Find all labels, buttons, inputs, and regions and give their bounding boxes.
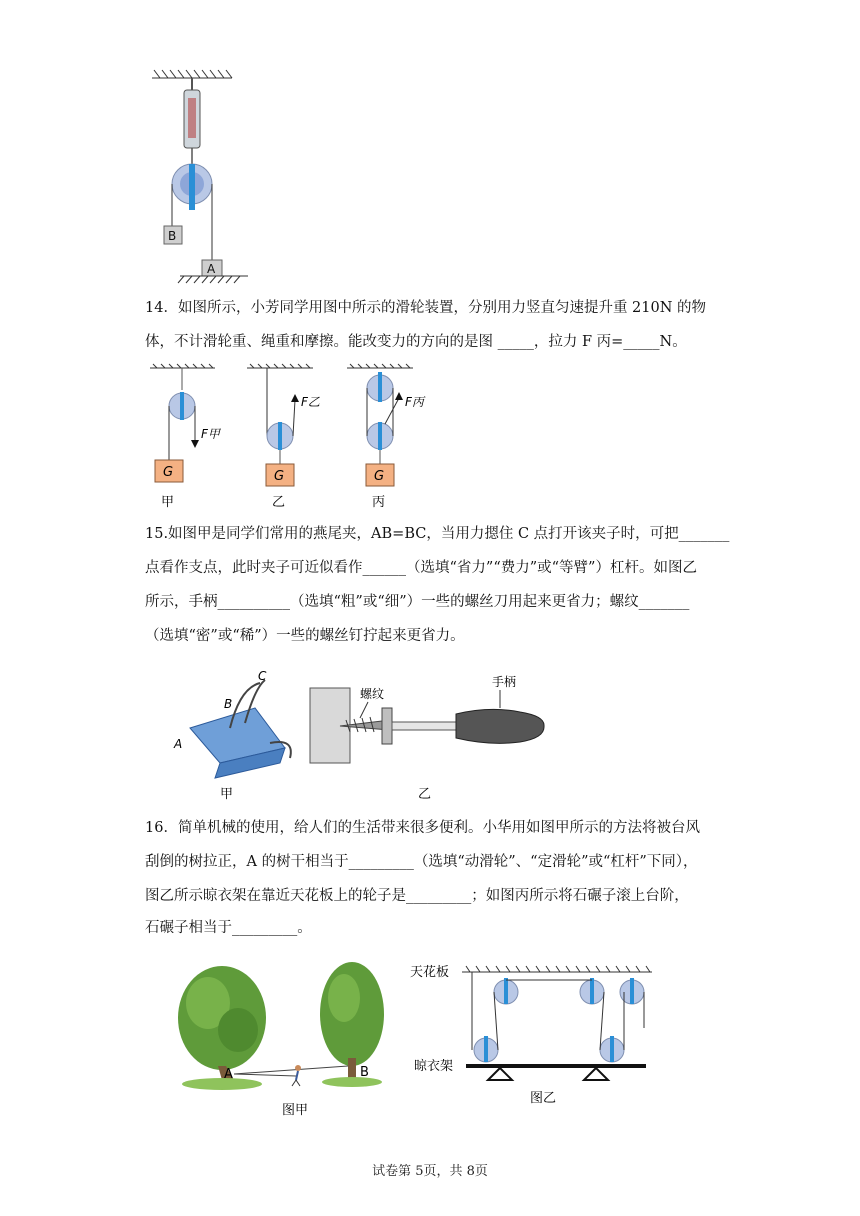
q14-block-jia: G xyxy=(163,465,174,480)
q15-label-thread: 螺纹 xyxy=(360,687,385,701)
page-footer: 试卷第 5页，共 8页 xyxy=(372,1164,488,1179)
q14-label-bing: 丙 xyxy=(372,495,386,510)
q15-line-2: 点看作支点，此时夹子可近似看作______（选填“省力”“费力”或“等臂”）杠杆。如图乙 xyxy=(145,560,697,576)
q13-label-a: A xyxy=(207,262,216,276)
q16-line-2: 刮倒的树拉正，A 的树干相当于_________（选填“动滑轮”、“定滑轮”或“杠杆”下同）， xyxy=(145,854,698,870)
q15-label-jia: 甲 xyxy=(220,787,234,802)
q15-clip-label-c: C xyxy=(258,669,267,683)
q14-label-jia: 甲 xyxy=(161,495,175,510)
q15-clip-label-a: A xyxy=(174,737,183,751)
q15-label-yi: 乙 xyxy=(418,787,432,802)
q16-line-1: 16．简单机械的使用，给人们的生活带来很多便利。小华用如图甲所示的方法将被台风 xyxy=(145,820,700,836)
q13-pulley-figure xyxy=(140,64,260,284)
q16-label-ceiling: 天花板 xyxy=(410,965,450,980)
q14-force-bing: F丙 xyxy=(405,395,424,409)
q14-force-yi: F乙 xyxy=(301,395,320,409)
q14-block-bing: G xyxy=(374,469,385,484)
q16-tree-label-b: B xyxy=(360,1065,369,1080)
q15-line-4: （选填“密”或“稀”）一些的螺丝钉拧起来更省力。 xyxy=(145,628,465,644)
q16-tree-label-a: A xyxy=(224,1067,233,1082)
q15-figure xyxy=(160,668,560,808)
q14-line-2: 体，不计滑轮重、绳重和摩擦。能改变力的方向的是图 _____，拉力 F 丙=_____N。 xyxy=(145,334,687,350)
q15-line-3: 所示，手柄__________（选填“粗”或“细”）一些的螺丝刀用起来更省力；螺纹_______ xyxy=(145,594,690,610)
q16-rack-figure xyxy=(410,958,660,1108)
q14-line-1: 14．如图所示，小芳同学用图中所示的滑轮装置，分别用力竖直匀速提升重 210N 的物 xyxy=(145,300,707,316)
q16-line-4: 石碾子相当于_________。 xyxy=(145,920,312,936)
q14-pulley-figures xyxy=(145,364,435,514)
q16-trees-figure xyxy=(172,958,402,1128)
q16-line-3: 图乙所示晾衣架在靠近天花板上的轮子是_________；如图丙所示将石碾子滚上台阶， xyxy=(145,888,689,904)
q16-label-yi: 图乙 xyxy=(530,1091,557,1106)
q16-label-jia: 图甲 xyxy=(282,1103,309,1118)
q16-label-rack: 晾衣架 xyxy=(414,1059,454,1074)
q15-line-1: 15.如图甲是同学们常用的燕尾夹，AB=BC，当用力摁住 C 点打开该夹子时，可把_______ xyxy=(145,526,730,542)
q14-label-yi: 乙 xyxy=(272,495,286,510)
q15-clip-label-b: B xyxy=(224,697,233,711)
q14-force-jia: F甲 xyxy=(201,427,220,441)
q14-block-yi: G xyxy=(274,469,285,484)
q15-label-handle: 手柄 xyxy=(492,675,517,689)
q13-label-b: B xyxy=(168,229,177,243)
